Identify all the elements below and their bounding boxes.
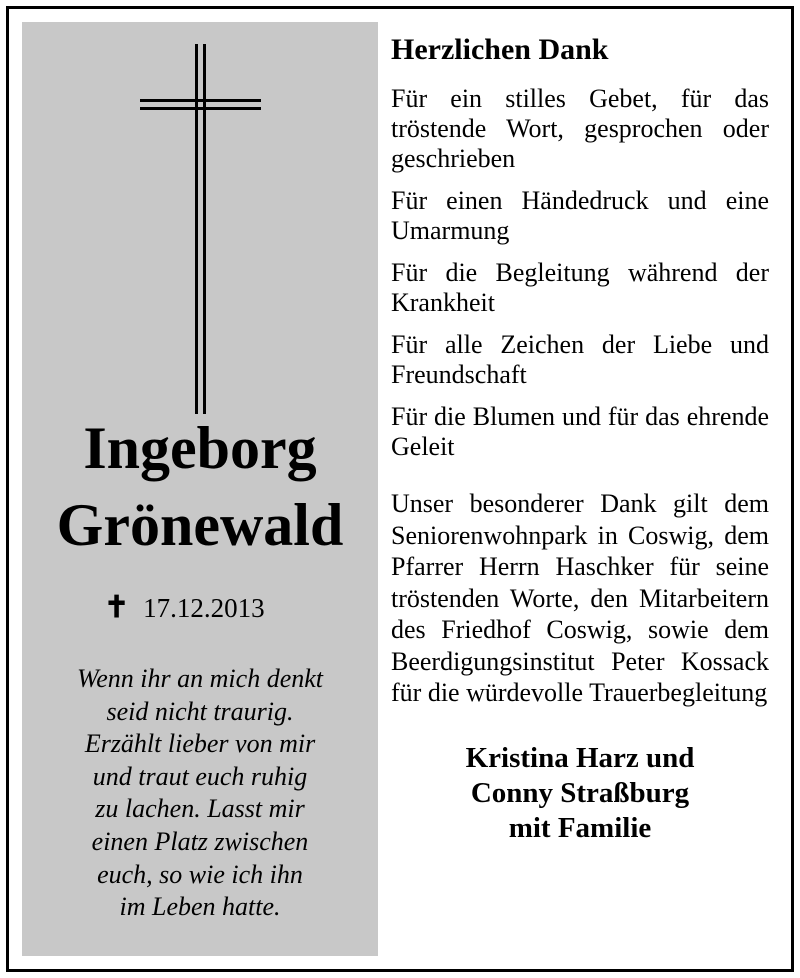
poem-line: im Leben hatte. [119,892,281,922]
thanks-item: Für alle Zeichen der Liebe und Freundschaft [391,330,769,389]
poem-line: Erzählt lieber von mir [84,729,316,759]
thanks-item: Für einen Händedruck und eine Umarmung [391,186,769,245]
signature-line: mit Familie [508,811,652,844]
death-cross-icon: ✝ [104,591,130,624]
signature-line: Conny Straßburg [470,776,690,809]
poem-line: euch, so wie ich ihn [97,859,303,889]
thanks-item: Für ein stilles Gebet, für das tröstende Wort, gesprochen oder geschrieben [391,84,769,173]
death-date-line [104,588,265,628]
thanks-item: Für die Begleitung während der Krankheit [391,258,769,317]
thanks-item: Für die Blumen und für das ehrende Geleit [391,402,769,461]
poem-line: zu lachen. Lasst mir [95,794,305,824]
signature-line: Kristina Harz und [465,741,695,774]
death-date: 17.12.2013 [143,593,265,623]
poem-line: einen Platz zwischen [91,826,309,856]
poem-line: Wenn ihr an mich denkt [77,664,323,693]
thanks-heading: Herzlichen Dank [391,33,609,66]
poem [22,663,378,924]
poem-line: und traut euch ruhig [92,761,308,791]
last-name: Grönewald [56,492,344,558]
signature [391,741,769,846]
cross-icon [22,22,378,422]
special-thanks: Unser besonderer Dank gilt dem Seniorenwohnpark in Coswig, dem Pfarrer Herrn Haschker für seine tröstenden Worte, den Mitarbeitern des Friedhof Coswig, sowie dem Beerdigungsinstitut Peter Kossack für die würdevolle Trauerbegleitung [391,489,769,707]
first-name: Ingeborg [83,415,317,481]
poem-line: seid nicht traurig. [106,696,294,726]
thanks-column [391,30,769,846]
